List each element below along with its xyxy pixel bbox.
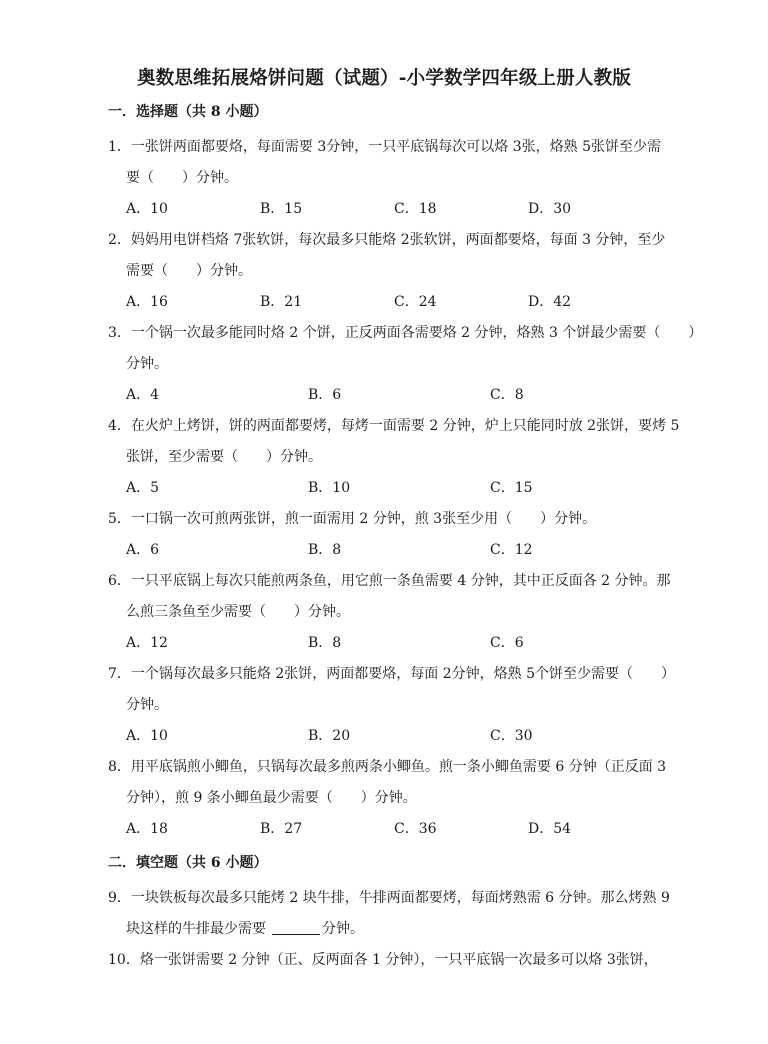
question-stem: 2．妈妈用电饼档烙 7张软饼，每次最多只能烙 2张软饼，两面都要烙，每面 3 分钟，至少 bbox=[108, 232, 666, 248]
option-c: C．6 bbox=[490, 635, 524, 651]
page-title: 奥数思维拓展烙饼问题（试题）-小学数学四年级上册人教版 bbox=[136, 68, 632, 89]
option-b: B．8 bbox=[308, 635, 342, 651]
answer-options bbox=[108, 535, 672, 566]
question-stem: 10．烙一张饼需要 2 分钟（正、反两面各 1 分钟），一只平底锅一次最多可以烙 3张饼， bbox=[108, 952, 658, 968]
question-stem-continued bbox=[108, 914, 672, 945]
answer-options bbox=[108, 380, 672, 411]
question-stem-continued: 张饼，至少需要（ ）分钟。 bbox=[126, 449, 322, 465]
option-c: C．12 bbox=[490, 542, 533, 558]
option-c: C．18 bbox=[394, 201, 437, 217]
option-a: A．18 bbox=[126, 821, 168, 837]
option-c: C．24 bbox=[394, 294, 437, 310]
option-a: A．12 bbox=[126, 635, 168, 651]
option-b: B．20 bbox=[308, 728, 351, 744]
option-d: D．42 bbox=[528, 294, 572, 310]
answer-options bbox=[108, 628, 672, 659]
question-stem: 9．一块铁板每次最多只能烤 2 块牛排，牛排两面都要烤，每面烤熟需 6 分钟。那么烤熟 9 bbox=[108, 890, 670, 906]
question-stem: 1．一张饼两面都要烙，每面需要 3分钟，一只平底锅每次可以烙 3张，烙熟 5张饼至少需 bbox=[108, 139, 661, 155]
option-a: A．4 bbox=[126, 387, 160, 403]
option-a: A．10 bbox=[126, 728, 168, 744]
question-2 bbox=[108, 225, 672, 318]
answer-blank bbox=[272, 920, 320, 935]
option-b: B．21 bbox=[260, 294, 303, 310]
question-5 bbox=[108, 504, 672, 566]
option-c: C．30 bbox=[490, 728, 533, 744]
option-d: D．30 bbox=[528, 201, 572, 217]
question-stem-continued: 需要（ ）分钟。 bbox=[126, 263, 252, 279]
option-c: C．8 bbox=[490, 387, 524, 403]
answer-options bbox=[108, 194, 672, 225]
question-text-after-blank: 分钟。 bbox=[322, 921, 364, 937]
question-stem-continued: 么煎三条鱼至少需要（ ）分钟。 bbox=[126, 604, 350, 620]
option-b: B．8 bbox=[308, 542, 342, 558]
option-b: B．15 bbox=[260, 201, 303, 217]
question-stem: 3．一个锅一次最多能同时烙 2 个饼，正反两面各需要烙 2 分钟，烙熟 3 个饼最少需要（ ） bbox=[108, 325, 703, 341]
question-stem-continued: 分钟。 bbox=[126, 697, 168, 713]
section-heading-choice: 一．选择题（共 8 小题） bbox=[108, 104, 268, 120]
option-a: A．10 bbox=[126, 201, 168, 217]
option-a: A．16 bbox=[126, 294, 168, 310]
question-stem: 8．用平底锅煎小鲫鱼，只锅每次最多煎两条小鲫鱼。煎一条小鲫鱼需要 6 分钟（正反面 3 bbox=[108, 759, 667, 775]
answer-options bbox=[108, 473, 672, 504]
option-b: B．6 bbox=[308, 387, 342, 403]
option-a: A．6 bbox=[126, 542, 160, 558]
option-d: D．54 bbox=[528, 821, 572, 837]
answer-options bbox=[108, 287, 672, 318]
answer-options bbox=[108, 814, 672, 845]
question-text-before-blank: 块这样的牛排最少需要 bbox=[126, 921, 266, 937]
question-8 bbox=[108, 752, 672, 845]
option-b: B．10 bbox=[308, 480, 351, 496]
question-7 bbox=[108, 659, 675, 752]
question-stem-continued: 分钟。 bbox=[126, 356, 168, 372]
option-b: B．27 bbox=[260, 821, 303, 837]
question-stem: 6．一只平底锅上每次只能煎两条鱼，用它煎一条鱼需要 4 分钟，其中正反面各 2 分钟。那 bbox=[108, 573, 671, 589]
question-4 bbox=[108, 411, 680, 504]
question-10 bbox=[108, 945, 672, 976]
question-9 bbox=[108, 883, 672, 945]
answer-options bbox=[108, 721, 672, 752]
question-6 bbox=[108, 566, 672, 659]
option-c: C．15 bbox=[490, 480, 533, 496]
question-3 bbox=[108, 318, 703, 411]
question-1 bbox=[108, 132, 672, 225]
question-stem: 4．在火炉上烤饼，饼的两面都要烤，每烤一面需要 2 分钟，炉上只能同时放 2张饼，要烤 5 bbox=[108, 418, 680, 434]
option-a: A．5 bbox=[126, 480, 160, 496]
question-stem-continued: 要（ ）分钟。 bbox=[126, 170, 238, 186]
question-stem-continued: 分钟），煎 9 条小鲫鱼最少需要（ ）分钟。 bbox=[126, 790, 417, 806]
option-c: C．36 bbox=[394, 821, 437, 837]
question-stem: 5．一口锅一次可煎两张饼，煎一面需用 2 分钟，煎 3张至少用（ ）分钟。 bbox=[108, 511, 597, 527]
question-stem: 7．一个锅每次最多只能烙 2张饼，两面都要烙，每面 2分钟，烙熟 5个饼至少需要（ ） bbox=[108, 666, 675, 682]
section-heading-fill: 二．填空题（共 6 小题） bbox=[108, 855, 268, 871]
